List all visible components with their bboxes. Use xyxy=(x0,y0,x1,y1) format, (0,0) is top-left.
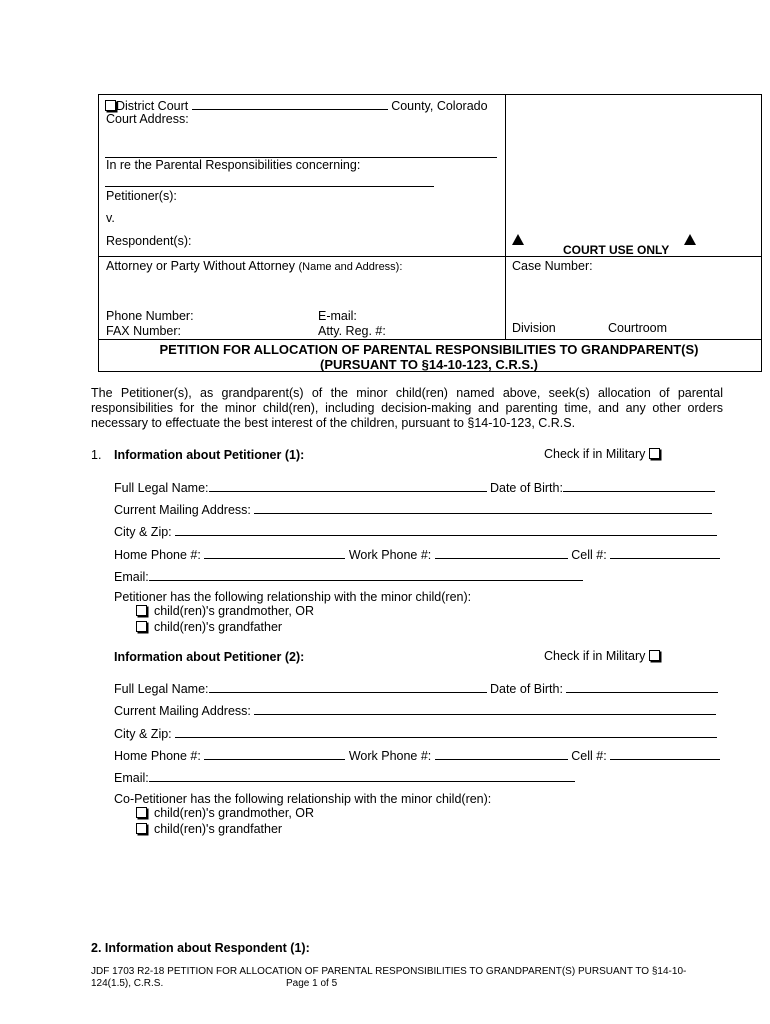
atty-reg-label: Atty. Reg. #: xyxy=(318,324,386,338)
section1-number: 1. xyxy=(91,448,102,462)
p2-grandfather-option xyxy=(136,822,282,836)
footer-line1: JDF 1703 R2-18 PETITION FOR ALLOCATION OF PARENTAL RESPONSIBILITIES TO GRANDPARENT(S) PURSUANT TO §14-10- xyxy=(91,966,687,977)
p1-mailing-field[interactable] xyxy=(254,501,712,514)
p2-cell-field[interactable] xyxy=(610,747,720,760)
attorney-label xyxy=(106,259,402,273)
p1-name-row xyxy=(114,479,715,495)
court-use-only-label: COURT USE ONLY xyxy=(563,243,670,257)
email-label: Email: xyxy=(114,771,149,785)
p2-email-row xyxy=(114,769,575,785)
page-number: Page 1 of 5 xyxy=(286,978,338,989)
p2-phone-row xyxy=(114,747,720,763)
district-court-line xyxy=(105,97,488,113)
email-label: E-mail: xyxy=(318,309,357,323)
p1-grandfather-checkbox[interactable] xyxy=(136,621,147,632)
district-court-checkbox[interactable] xyxy=(105,100,116,111)
p1-cell-field[interactable] xyxy=(610,546,720,559)
phone-label: Phone Number: xyxy=(106,309,194,323)
document-title-line1: PETITION FOR ALLOCATION OF PARENTAL RESPONSIBILITIES TO GRANDPARENT(S) xyxy=(159,342,699,357)
mailing-label: Current Mailing Address: xyxy=(114,503,251,517)
cell-label: Cell #: xyxy=(571,548,607,562)
full-name-label: Full Legal Name: xyxy=(114,481,209,495)
p2-full-name-field[interactable] xyxy=(209,680,487,693)
p1-email-field[interactable] xyxy=(149,568,583,581)
grandfather-label: child(ren)'s grandfather xyxy=(153,822,283,836)
grandmother-label: child(ren)'s grandmother, OR xyxy=(153,806,315,820)
arrow-up-icon xyxy=(684,234,696,245)
attorney-label-main: Attorney or Party Without Attorney xyxy=(106,259,295,273)
p2-dob-field[interactable] xyxy=(566,680,718,693)
full-name-label: Full Legal Name: xyxy=(114,682,209,696)
p1-grandmother-option xyxy=(136,604,314,618)
p1-city-row xyxy=(114,523,717,539)
p1-phone-row xyxy=(114,546,720,562)
in-re-line[interactable] xyxy=(105,186,434,187)
petitioners-label: Petitioner(s): xyxy=(106,189,177,203)
work-phone-label: Work Phone #: xyxy=(348,548,432,562)
in-re-label: In re the Parental Responsibilities concerning: xyxy=(106,158,361,172)
p2-mailing-row xyxy=(114,702,716,718)
footer-line2: 124(1.5), C.R.S. xyxy=(91,978,164,989)
p1-grandmother-checkbox[interactable] xyxy=(136,605,147,616)
mailing-label: Current Mailing Address: xyxy=(114,704,251,718)
military-checkbox[interactable] xyxy=(649,650,660,661)
petitioner1-military xyxy=(544,447,660,461)
military-checkbox[interactable] xyxy=(649,448,660,459)
p2-home-phone-field[interactable] xyxy=(204,747,345,760)
courtroom-label: Courtroom xyxy=(608,321,668,335)
county-label: County, Colorado xyxy=(391,99,488,113)
city-zip-label: City & Zip: xyxy=(114,727,172,741)
division-label: Division xyxy=(512,321,556,335)
work-phone-label: Work Phone #: xyxy=(348,749,432,763)
p2-name-row xyxy=(114,680,718,696)
p1-home-phone-field[interactable] xyxy=(204,546,345,559)
p1-grandfather-option xyxy=(136,620,282,634)
p2-grandfather-checkbox[interactable] xyxy=(136,823,147,834)
p1-work-phone-field[interactable] xyxy=(435,546,568,559)
grandfather-label: child(ren)'s grandfather xyxy=(153,620,283,634)
district-court-label: District Court xyxy=(116,99,189,113)
intro-paragraph: The Petitioner(s), as grandparent(s) of the minor child(ren) named above, seek(s) allocation of parental responsibilities for the minor child(ren), including decision-making and parenting time, and any other orders necessary to effectuate the best interest of the children, pursuant to §14-10-123, C.R.S. xyxy=(91,386,723,430)
p2-grandmother-option xyxy=(136,806,314,820)
p1-relationship-label: Petitioner has the following relationship with the minor child(ren): xyxy=(114,590,472,604)
p1-email-row xyxy=(114,568,583,584)
county-field[interactable] xyxy=(192,97,388,110)
petitioner2-heading: Information about Petitioner (2): xyxy=(114,650,305,664)
home-phone-label: Home Phone #: xyxy=(114,548,201,562)
military-label: Check if in Military xyxy=(544,447,646,461)
caption-divider xyxy=(505,94,506,339)
p1-city-field[interactable] xyxy=(175,523,717,536)
p2-mailing-field[interactable] xyxy=(254,702,716,715)
city-zip-label: City & Zip: xyxy=(114,525,172,539)
p1-mailing-row xyxy=(114,501,712,517)
p1-full-name-field[interactable] xyxy=(209,479,487,492)
p2-city-field[interactable] xyxy=(175,725,717,738)
court-address-label: Court Address: xyxy=(106,112,189,126)
p2-email-field[interactable] xyxy=(149,769,575,782)
dob-label: Date of Birth: xyxy=(489,481,563,495)
document-title-line2: (PURSUANT TO §14-10-123, C.R.S.) xyxy=(320,357,538,372)
respondent1-heading: 2. Information about Respondent (1): xyxy=(91,941,310,955)
attorney-label-sub: (Name and Address): xyxy=(298,261,403,273)
dob-label: Date of Birth: xyxy=(489,682,563,696)
respondents-label: Respondent(s): xyxy=(106,234,192,248)
p2-work-phone-field[interactable] xyxy=(435,747,568,760)
petitioner1-heading: Information about Petitioner (1): xyxy=(114,448,305,462)
p2-grandmother-checkbox[interactable] xyxy=(136,807,147,818)
military-label: Check if in Military xyxy=(544,649,646,663)
p1-dob-field[interactable] xyxy=(563,479,715,492)
versus-label: v. xyxy=(106,211,115,225)
case-number-label: Case Number: xyxy=(512,259,593,273)
p2-relationship-label: Co-Petitioner has the following relationship with the minor child(ren): xyxy=(114,792,492,806)
cell-label: Cell #: xyxy=(571,749,607,763)
home-phone-label: Home Phone #: xyxy=(114,749,201,763)
grandmother-label: child(ren)'s grandmother, OR xyxy=(153,604,315,618)
p2-city-row xyxy=(114,725,717,741)
email-label: Email: xyxy=(114,570,149,584)
fax-label: FAX Number: xyxy=(106,324,182,338)
caption-row-divider-2 xyxy=(98,339,761,340)
arrow-up-icon xyxy=(512,234,524,245)
petitioner2-military xyxy=(544,649,660,663)
